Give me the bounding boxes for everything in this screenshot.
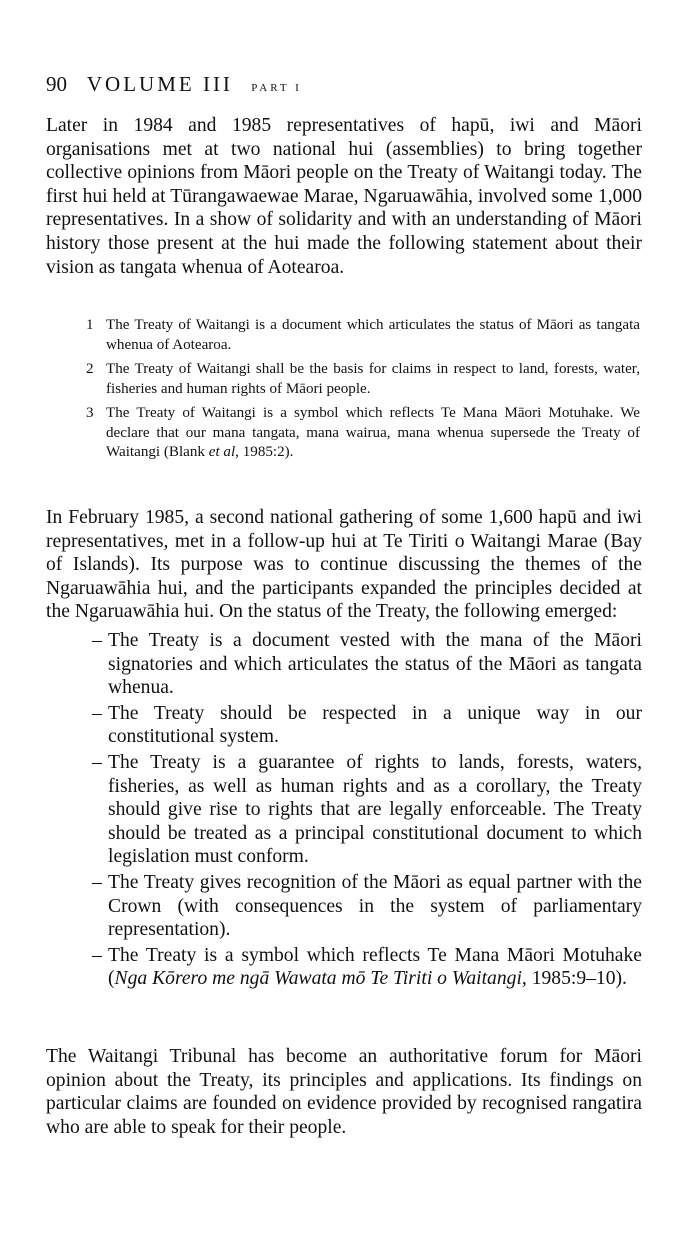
citation-italic: Nga Kōrero me ngā Wawata mō Te Tiriti o Waitangi <box>114 968 522 990</box>
dash-item <box>92 944 642 991</box>
item-text: The Treaty is a guarantee of rights to lands, forests, waters, fisheries, as well as human rights and as a corollary, the Treaty should give rise to rights that are legally enforceable. The Treaty should be treated as a principal constitutional document to which legislation must conform. <box>108 751 642 868</box>
dash-item <box>92 629 642 700</box>
volume-label: VOLUME III <box>86 72 233 96</box>
item-number: 2 <box>86 361 94 377</box>
item-number: 1 <box>86 317 94 333</box>
numbered-item <box>86 404 640 463</box>
paragraph-hui-1985: In February 1985, a second national gathering of some 1,600 hapū and iwi representatives, met in a follow-up hui at Te Tiriti o Waitangi Marae (Bay of Islands). Its purpose was to continue discussing the themes of the Ngaruawāhia hui, and the participants expanded the principles decided at the Ngaruawāhia hui. On the status of the Treaty, the following emerged: <box>46 507 642 623</box>
item-text: The Treaty is a symbol which reflects Te Mana Māori Motuhake (Nga Kōrero me ngā Wawata mō Te Tiriti o Waitangi, 1985:9–10). <box>108 944 642 990</box>
page-number: 90 <box>46 72 67 96</box>
numbered-item <box>86 360 640 399</box>
item-text: The Treaty should be respected in a unique way in our constitutional system. <box>108 702 642 748</box>
item-text: The Treaty of Waitangi is a document which articulates the status of Māori as tangata whenua of Aotearoa. <box>106 317 640 353</box>
dash-item <box>92 751 642 869</box>
running-header <box>46 72 302 97</box>
treaty-status-list <box>92 629 642 993</box>
paragraph-waitangi-tribunal: The Waitangi Tribunal has become an authoritative forum for Māori opinion about the Treaty, its principles and applications. Its findings on particular claims are founded on evidence provided by recognised rangatira who are able to speak for their people. <box>46 1046 642 1138</box>
dash-marker: – <box>92 702 102 724</box>
dash-marker: – <box>92 751 102 773</box>
dash-item <box>92 702 642 749</box>
dash-item <box>92 871 642 942</box>
part-label: PART I <box>251 82 302 94</box>
item-text: The Treaty of Waitangi shall be the basis for claims in respect to land, forests, water, fisheries and human rights of Māori people. <box>106 361 640 397</box>
item-text: The Treaty gives recognition of the Māori as equal partner with the Crown (with consequences in the system of parliamentary representation). <box>108 871 642 941</box>
item-text: The Treaty is a document vested with the mana of the Māori signatories and which articulates the status of the Māori as tangata whenua. <box>108 630 642 699</box>
citation-italic: et al <box>208 444 236 460</box>
item-number: 3 <box>86 405 94 421</box>
paragraph-hui-1984: Later in 1984 and 1985 representatives of hapū, iwi and Māori organisations met at two national hui (assemblies) to bring together collective opinions from Māori people on the Treaty of Waitangi today. The first hui held at Tūrangawaewae Marae, Ngaruawāhia, involved some 1,000 representatives. In a show of solidarity and with an understanding of Māori history those present at the hui made the following statement about their vision as tangata whenua of Aotearoa. <box>46 115 642 278</box>
dash-marker: – <box>92 944 102 966</box>
dash-marker: – <box>92 871 102 893</box>
numbered-item <box>86 316 640 355</box>
item-text: The Treaty of Waitangi is a symbol which reflects Te Mana Māori Motuhake. We declare that our mana tangata, mana wairua, mana whenua supersede the Treaty of Waitangi (Blank et al, 1985:2). <box>106 405 640 460</box>
dash-marker: – <box>92 630 102 651</box>
numbered-statement-list <box>86 316 640 468</box>
